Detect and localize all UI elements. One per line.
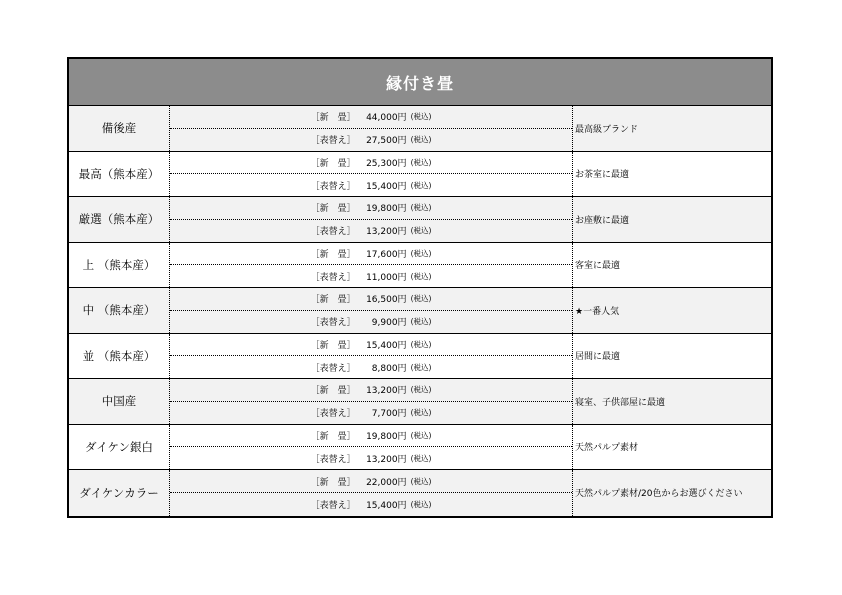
new-tatami-amount: 25,300円: [366, 158, 407, 169]
note-cell: 天然パルプ素材/20色からお選びください: [575, 489, 743, 500]
new-tatami-amount: 15,400円: [366, 340, 407, 351]
replacement-price: [170, 265, 572, 287]
tax-label: (税込): [410, 408, 432, 418]
price-cell: [170, 197, 573, 242]
tax-label: (税込): [410, 135, 432, 145]
tax-label: (税込): [410, 294, 432, 304]
grade-cell: 最高（熊本産）: [69, 152, 170, 197]
new-tatami-price: [170, 379, 572, 402]
new-tatami-amount: 13,200円: [366, 386, 407, 397]
replacement-amount: 15,400円: [366, 500, 407, 511]
new-tatami-price: [170, 106, 572, 129]
tax-label: (税込): [410, 248, 432, 258]
note-cell: お座敷に最適: [575, 215, 630, 226]
tax-label: (税込): [410, 385, 432, 395]
replacement-label: ［表替え］: [310, 363, 356, 374]
replacement-label: ［表替え］: [310, 454, 356, 465]
new-tatami-price: [170, 197, 572, 220]
grade-cell: 並 （熊本産）: [69, 334, 170, 379]
replacement-label: ［表替え］: [310, 318, 356, 329]
table-row: [69, 288, 771, 334]
note-cell: 天然パルプ素材: [575, 443, 639, 454]
new-tatami-amount: 19,800円: [366, 431, 407, 442]
tax-label: (税込): [410, 362, 432, 372]
replacement-price: [170, 356, 572, 378]
table-row: [69, 470, 771, 516]
price-cell: [170, 152, 573, 197]
replacement-amount: 15,400円: [366, 181, 407, 192]
note-cell: 最高級ブランド: [575, 124, 639, 135]
grade-cell: 厳選（熊本産）: [69, 197, 170, 242]
new-tatami-price: [170, 152, 572, 175]
replacement-amount: 13,200円: [366, 227, 407, 238]
new-tatami-label: ［新 畳］: [310, 204, 356, 215]
tax-label: (税込): [410, 226, 432, 236]
table-row: [69, 152, 771, 198]
replacement-price: [170, 493, 572, 515]
note-cell: 居間に最適: [575, 352, 621, 363]
price-cell: [170, 379, 573, 424]
note-cell: ★一番人気: [575, 306, 620, 317]
new-tatami-price: [170, 425, 572, 448]
new-tatami-label: ［新 畳］: [310, 477, 356, 488]
tax-label: (税込): [410, 317, 432, 327]
table-body: [69, 106, 771, 516]
grade-cell: ダイケンカラー: [69, 470, 170, 516]
grade-cell: 上 （熊本産）: [69, 243, 170, 288]
new-tatami-price: [170, 470, 572, 493]
replacement-label: ［表替え］: [310, 181, 356, 192]
grade-cell: ダイケン銀白: [69, 425, 170, 470]
tax-label: (税込): [410, 157, 432, 167]
new-tatami-label: ［新 畳］: [310, 295, 356, 306]
replacement-amount: 27,500円: [366, 136, 407, 147]
price-cell: [170, 470, 573, 516]
new-tatami-label: ［新 畳］: [310, 249, 356, 260]
price-cell: [170, 243, 573, 288]
replacement-price: [170, 129, 572, 151]
price-cell: [170, 334, 573, 379]
table-row: [69, 334, 771, 380]
replacement-label: ［表替え］: [310, 136, 356, 147]
tax-label: (税込): [410, 339, 432, 349]
replacement-amount: 8,800円: [371, 363, 407, 374]
new-tatami-label: ［新 畳］: [310, 340, 356, 351]
new-tatami-amount: 44,000円: [366, 113, 407, 124]
tax-label: (税込): [410, 271, 432, 281]
replacement-amount: 13,200円: [366, 454, 407, 465]
replacement-amount: 9,900円: [371, 318, 407, 329]
new-tatami-label: ［新 畳］: [310, 431, 356, 442]
new-tatami-amount: 19,800円: [366, 204, 407, 215]
table-row: [69, 425, 771, 471]
note-cell: 寝室、子供部屋に最適: [575, 397, 666, 408]
table-row: [69, 106, 771, 152]
replacement-price: [170, 447, 572, 469]
replacement-label: ［表替え］: [310, 500, 356, 511]
replacement-label: ［表替え］: [310, 409, 356, 420]
table-row: [69, 243, 771, 289]
new-tatami-price: [170, 243, 572, 266]
note-cell: 客室に最適: [575, 261, 621, 272]
replacement-amount: 7,700円: [371, 409, 407, 420]
tax-label: (税込): [410, 112, 432, 122]
new-tatami-price: [170, 334, 572, 357]
new-tatami-amount: 16,500円: [366, 295, 407, 306]
tax-label: (税込): [410, 430, 432, 440]
replacement-amount: 11,000円: [366, 272, 407, 283]
replacement-price: [170, 402, 572, 424]
grade-cell: 中国産: [69, 379, 170, 424]
price-cell: [170, 288, 573, 333]
price-cell: [170, 106, 573, 151]
new-tatami-amount: 17,600円: [366, 249, 407, 260]
replacement-label: ［表替え］: [310, 272, 356, 283]
tax-label: (税込): [410, 499, 432, 509]
table-row: [69, 379, 771, 425]
new-tatami-label: ［新 畳］: [310, 386, 356, 397]
new-tatami-label: ［新 畳］: [310, 113, 356, 124]
replacement-label: ［表替え］: [310, 227, 356, 238]
price-cell: [170, 425, 573, 470]
note-cell: お茶室に最適: [575, 170, 630, 181]
tax-label: (税込): [410, 203, 432, 213]
tax-label: (税込): [410, 476, 432, 486]
replacement-price: [170, 311, 572, 333]
table-title: 縁付き畳: [69, 59, 771, 106]
grade-cell: 中 （熊本産）: [69, 288, 170, 333]
new-tatami-label: ［新 畳］: [310, 158, 356, 169]
price-table: [67, 57, 773, 518]
replacement-price: [170, 174, 572, 196]
new-tatami-amount: 22,000円: [366, 477, 407, 488]
table-row: [69, 197, 771, 243]
tax-label: (税込): [410, 453, 432, 463]
grade-cell: 備後産: [69, 106, 170, 151]
replacement-price: [170, 220, 572, 242]
tax-label: (税込): [410, 180, 432, 190]
new-tatami-price: [170, 288, 572, 311]
